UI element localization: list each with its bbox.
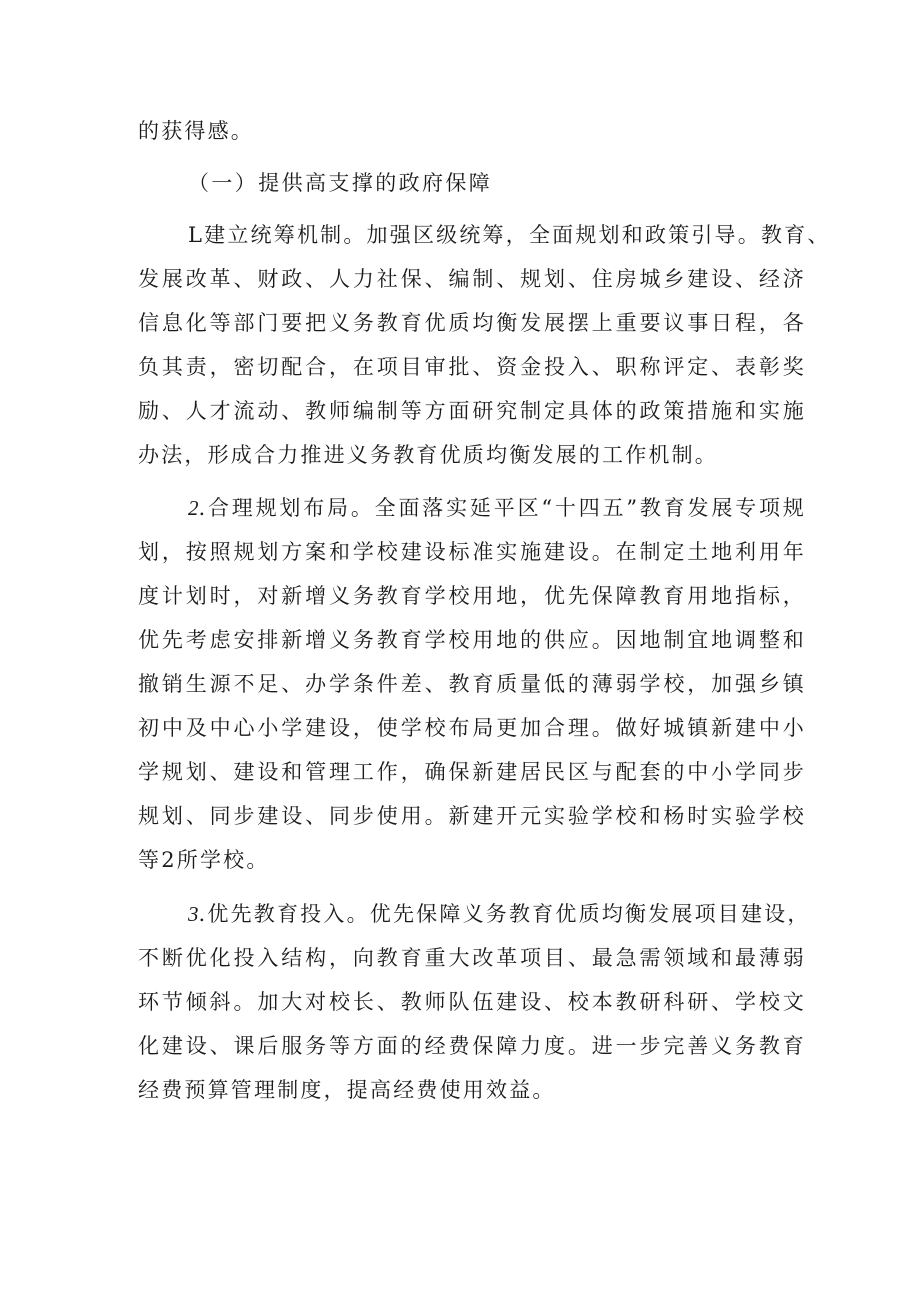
item2-line-5: 撤销生源不足、办学条件差、教育质量低的薄弱学校，加强乡镇 (138, 672, 806, 696)
item2-line-3: 度计划时，对新增义务教育学校用地，优先保障教育用地指标， (138, 584, 806, 608)
item3-line-5: 经费预算管理制度，提高经费使用效益。 (138, 1078, 556, 1102)
carryover-line: 的获得感。 (138, 119, 254, 143)
item3-line-1 (188, 900, 811, 928)
item2-line-4: 优先考虑安排新增义务教育学校用地的供应。因地制宜地调整和 (138, 628, 806, 652)
item3-line-2: 不断优化投入结构，向教育重大改革项目、最急需领域和最薄弱 (138, 946, 806, 970)
section-heading: （一）提供高支撑的政府保障 (188, 171, 493, 195)
item1-line-4: 负其责，密切配合，在项目审批、资金投入、职称评定、表彰奖 (138, 355, 806, 379)
item3-line-3: 环节倾斜。加大对校长、教师队伍建设、校本教研科研、学校文 (138, 990, 806, 1014)
item3-line-4: 化建设、课后服务等方面的经费保障力度。进一步完善义务教育 (138, 1034, 806, 1058)
item1-line-6: 办法，形成合力推进义务教育优质均衡发展的工作机制。 (138, 443, 718, 467)
item2-line-7: 学规划、建设和管理工作，确保新建居民区与配套的中小学同步 (138, 760, 806, 784)
item2-number: 2 (188, 496, 199, 520)
item2-line-6: 初中及中心小学建设，使学校布局更加合理。做好城镇新建中小 (138, 716, 806, 740)
item1-line-2: 发展改革、财政、人力社保、编制、规划、住房城乡建设、经济 (138, 267, 806, 291)
item2-line-8: 规划、同步建设、同步使用。新建开元实验学校和杨时实验学校 (138, 804, 806, 828)
item3-number: 3 (188, 902, 199, 926)
item1-line-5: 励、人才流动、教师编制等方面研究制定具体的政策措施和实施 (138, 399, 806, 423)
item2-line-9: 等2所学校。 (138, 848, 270, 872)
item2-line-1-text: .合理规划布局。全面落实延平区“十四五”教育发展专项规 (198, 496, 806, 520)
item3-line-1-text: .优先教育投入。优先保障义务教育优质均衡发展项目建设， (198, 902, 811, 926)
item2-line-1 (188, 494, 806, 522)
item2-line-2: 划，按照规划方案和学校建设标准实施建设。在制定土地利用年 (138, 540, 806, 564)
item1-line-3: 信息化等部门要把义务教育优质均衡发展摆上重要议事日程，各 (138, 311, 806, 335)
item1-line-1: L建立统筹机制。加强区级统筹，全面规划和政策引导。教育、 (188, 223, 831, 247)
